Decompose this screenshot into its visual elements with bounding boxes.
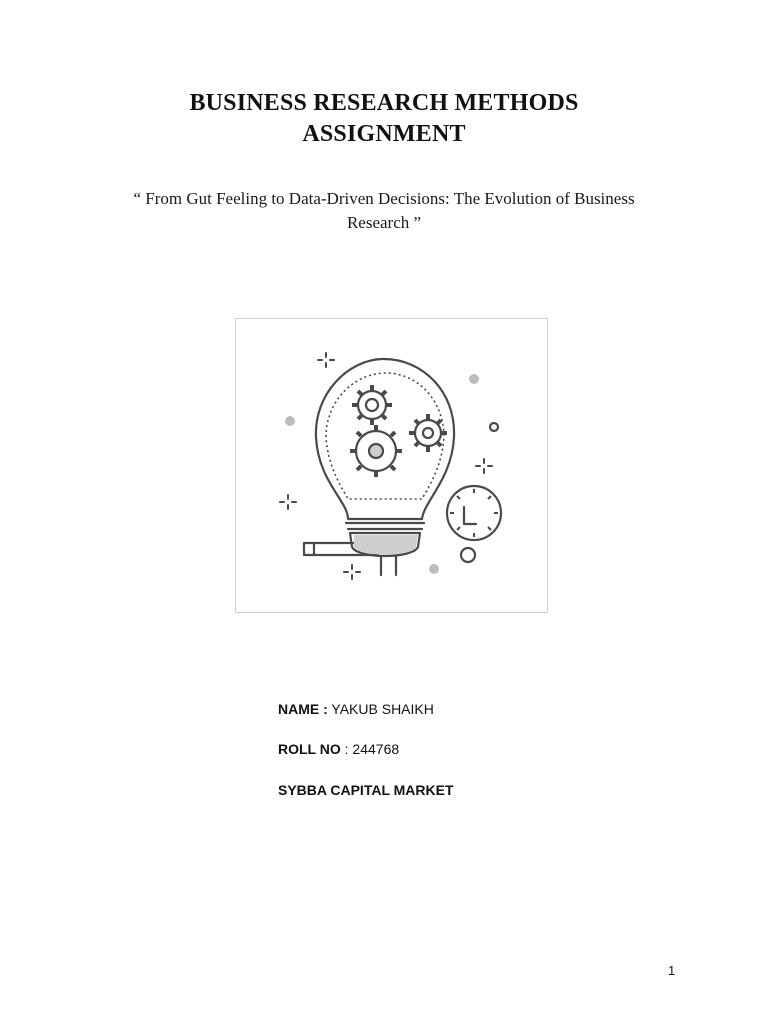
page-number: 1: [668, 963, 676, 978]
assignment-subtitle: [84, 187, 684, 235]
student-name-row: [278, 701, 434, 717]
title-line-1: BUSINESS RESEARCH METHODS: [189, 90, 579, 116]
subtitle-line-1: “ From Gut Feeling to Data-Driven Decisions: The Evolution of Business: [133, 189, 635, 208]
student-class: SYBBA CAPITAL MARKET: [278, 782, 454, 798]
title-line-2: ASSIGNMENT: [302, 121, 466, 147]
lightbulb-gears-illustration: [235, 318, 548, 613]
roll-value: : 244768: [344, 741, 400, 757]
name-label: NAME :: [278, 701, 328, 717]
roll-label: ROLL NO: [278, 741, 341, 757]
subtitle-line-2: Research ”: [346, 213, 422, 232]
lightbulb-gears-icon: [236, 319, 547, 612]
assignment-title: [0, 88, 768, 150]
name-value: YAKUB SHAIKH: [331, 701, 434, 717]
roll-number-row: [278, 741, 399, 757]
